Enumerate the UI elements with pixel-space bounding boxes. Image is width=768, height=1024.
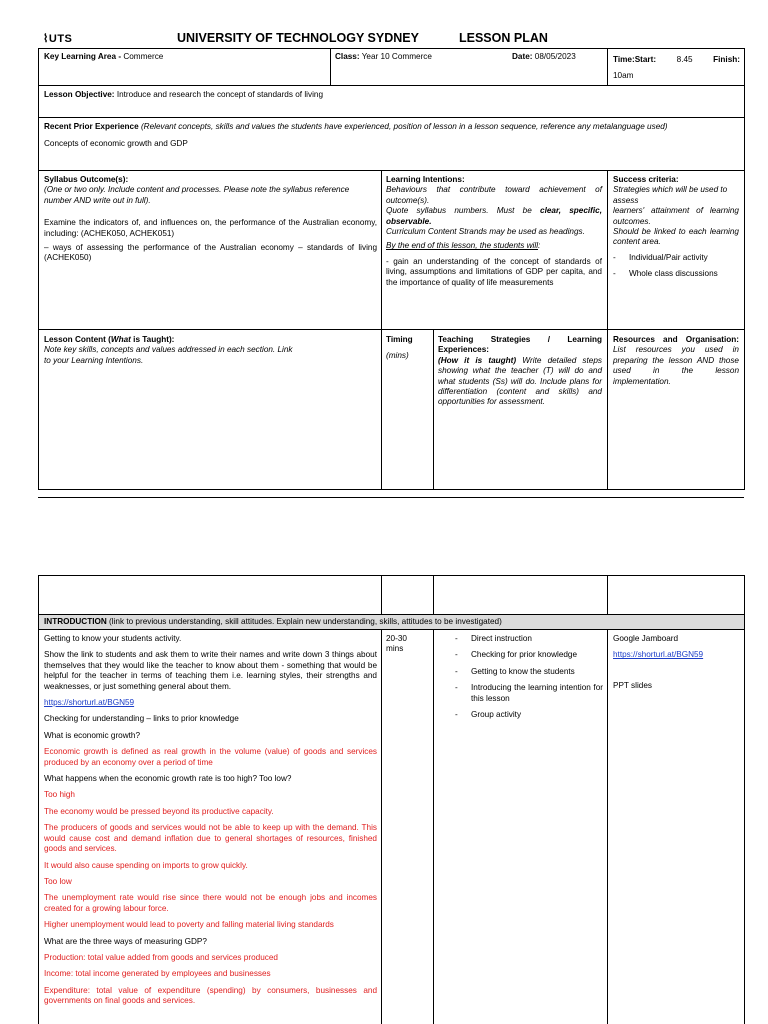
strategies-hint-b: Write detailed steps showing what the teacher (T) will do and what students (Ss) will do. Include plans for differentiation (content and skills) and opportunities for assessment. <box>438 355 602 407</box>
intro-hint: (link to previous understanding, skill attitudes. Explain new understanding, skills, attitudes to be investigated) <box>109 617 502 626</box>
success-hint-3: Should be linked to each learning content area. <box>613 227 739 247</box>
divider <box>381 629 382 1024</box>
date-label: Date: <box>512 52 533 61</box>
success-hint-2: learners' attainment of learning outcomes. <box>613 206 739 226</box>
intro-answer: The producers of goods and services would not be able to keep up with the demand. This would cause cost and demand inflation due to general shortages of resources, finished goods and services. <box>44 823 377 854</box>
intro-answer: Too high <box>44 790 75 800</box>
strategies-label: Teaching Strategies / Learning Experiences: <box>438 335 602 355</box>
intentions-by-end: By the end of this lesson, the students will <box>386 241 539 251</box>
success-hint-1: Strategies which will be used to assess <box>613 185 728 205</box>
syllabus-hint: (One or two only. Include content and processes. Please note the syllabus reference number AND write out in full). <box>44 185 350 205</box>
divider <box>607 629 608 1024</box>
intro-strategies <box>455 634 603 726</box>
intentions-by-end-colon: : <box>538 241 541 251</box>
success-item: - Individual/Pair activity <box>613 253 739 263</box>
syllabus-label: Syllabus Outcome(s): <box>44 175 129 184</box>
intro-question: What are the three ways of measuring GDP? <box>44 936 207 946</box>
success-item: - Whole class discussions <box>613 269 739 279</box>
strategy-item: - Checking for prior knowledge <box>455 650 603 660</box>
intro-resources <box>613 634 739 691</box>
intro-answer: Income: total income generated by employees and businesses <box>44 969 271 979</box>
divider <box>607 575 608 615</box>
intro-question: What happens when the economic growth rate is too high? Too low? <box>44 774 292 784</box>
university-name: UNIVERSITY OF TECHNOLOGY SYDNEY <box>177 31 419 45</box>
intro-answer: The economy would be pressed beyond its productive capacity. <box>44 806 274 816</box>
intro-p3: Checking for understanding – links to prior knowledge <box>44 714 239 724</box>
objective-label: Lesson Objective: <box>44 90 115 99</box>
divider <box>381 575 382 615</box>
intentions-text: - gain an understanding of the concept of standards of living, assumptions and limitations of GDP per capita, and the importance of quality of life measurements <box>386 256 602 287</box>
kla-value: Commerce <box>123 52 164 61</box>
class-field <box>335 52 505 62</box>
objective-value: Introduce and research the concept of standards of living <box>116 90 323 99</box>
divider <box>330 48 331 86</box>
intentions-hint-1: Behaviours that contribute toward achievement of outcome(s). <box>386 185 602 205</box>
intentions-hint-2a: Quote syllabus numbers. Must be <box>386 206 532 216</box>
content-head-hint: Note key skills, concepts and values addressed in each section. Link to your Learning Intentions. <box>44 345 293 365</box>
logo-text: UTS <box>48 33 73 45</box>
intro-question: What is economic growth? <box>44 730 141 740</box>
introduction-heading <box>44 617 739 627</box>
strategy-item: - Direct instruction <box>455 634 603 644</box>
intro-answer: It would also cause spending on imports to grow quickly. <box>44 860 248 870</box>
intro-body-left-border <box>38 629 39 1024</box>
divider <box>433 629 434 1024</box>
intentions-label: Learning Intentions: <box>386 175 465 184</box>
intro-answer: Expenditure: total value of expenditure (spending) by consumers, businesses and governments on final goods and services. <box>44 985 377 1006</box>
intro-answer: Economic growth is defined as real growth in the volume (value) of goods and services produced by an economy over a period of time <box>44 747 377 767</box>
class-label: Class: <box>335 52 360 61</box>
time-field <box>613 52 740 84</box>
prior-experience <box>44 122 739 150</box>
finish-label: Finish: <box>713 55 740 64</box>
intro-answer: Production: total value added from goods and services produced <box>44 952 278 962</box>
blank-row-box <box>38 575 745 615</box>
resources-hint: List resources you used in preparing the lesson AND those used in the lesson implementation. <box>613 345 739 386</box>
date-value: 08/05/2023 <box>534 52 576 61</box>
resources-header <box>613 335 739 387</box>
intro-label: INTRODUCTION <box>44 617 107 626</box>
lesson-objective <box>44 90 739 100</box>
resource-ppt: PPT slides <box>613 680 652 690</box>
time-start-label: Time:Start: <box>613 55 657 64</box>
intro-p2: Show the link to students and ask them to write their names and write down 3 things about themselves that they would like the teacher to know about them - something that would be helpful for the teacher in terms of teaching them i.e. learning styles, their strengths and weaknesses, or just something general about them. <box>44 650 377 691</box>
intentions-hint-3: Curriculum Content Strands may be used as headings. <box>386 227 585 237</box>
content-head-label-b: What <box>110 335 131 344</box>
jamboard-link[interactable]: https://shorturl.at/BGN59 <box>44 698 135 708</box>
syllabus-text-2: – ways of assessing the performance of the Australian economy – standards of living (ACHEK050) <box>44 243 377 263</box>
success-label: Success criteria: <box>613 175 679 184</box>
logo-mark-icon: ⌇ <box>43 33 49 45</box>
intro-p1: Getting to know your students activity. <box>44 634 182 643</box>
success-criteria <box>613 175 739 286</box>
divider <box>381 329 382 490</box>
kla-label: Key Learning Area - <box>44 52 122 61</box>
time-start-value: 8.45 <box>676 55 693 64</box>
divider <box>607 170 608 330</box>
syllabus-outcomes <box>44 175 377 264</box>
timing-label: Timing <box>386 335 413 344</box>
divider <box>433 329 434 490</box>
prior-value: Concepts of economic growth and GDP <box>44 139 188 149</box>
resource-link[interactable]: https://shorturl.at/BGN59 <box>613 650 704 660</box>
resource-jamboard: Google Jamboard <box>613 634 679 643</box>
resources-label: Resources and Organisation: <box>613 335 739 344</box>
strategy-item: - Group activity <box>455 710 603 720</box>
divider <box>607 329 608 490</box>
learning-intentions <box>386 175 602 288</box>
divider <box>381 170 382 330</box>
intro-answer: Too low <box>44 876 72 886</box>
content-head-label-a: Lesson Content ( <box>44 335 111 344</box>
strategy-item: - Getting to know the students <box>455 667 603 677</box>
uts-logo <box>43 32 72 46</box>
content-head-label-c: is Taught): <box>130 335 175 344</box>
divider <box>433 575 434 615</box>
intro-answer: The unemployment rate would rise since there would not be enough jobs and incomes created for a growing labour force. <box>44 893 377 913</box>
key-learning-area <box>44 52 324 62</box>
syllabus-text-1: Examine the indicators of, and influences on, the performance of the Australian economy, including: (ACHEK050, ACHEK051) <box>44 218 377 238</box>
strategies-header <box>438 335 602 408</box>
intro-body-right-border <box>744 629 745 1024</box>
intentions-hint-2b: clear, specific, observable. <box>386 206 602 226</box>
intro-timing: 20-30 mins <box>386 634 407 654</box>
timing-header <box>386 335 430 362</box>
intro-content <box>44 634 377 1007</box>
intro-answer: Higher unemployment would lead to poverty and falling material living standards <box>44 920 334 930</box>
strategy-item: - Introducing the learning intention for this lesson <box>455 683 603 704</box>
document-title: LESSON PLAN <box>459 31 548 45</box>
class-value: Year 10 Commerce <box>361 52 432 61</box>
lesson-content-header <box>44 335 377 366</box>
page-divider <box>38 497 744 498</box>
date-field <box>512 52 607 62</box>
prior-label: Recent Prior Experience <box>44 122 139 131</box>
finish-value: 10am <box>613 71 634 80</box>
prior-hint: (Relevant concepts, skills and values the students have experienced, position of lesson in a lesson sequence, reference any metalanguage used) <box>140 122 668 131</box>
timing-hint: (mins) <box>386 351 409 361</box>
divider <box>607 48 608 86</box>
strategies-hint-a: (How it is taught) <box>438 355 517 365</box>
